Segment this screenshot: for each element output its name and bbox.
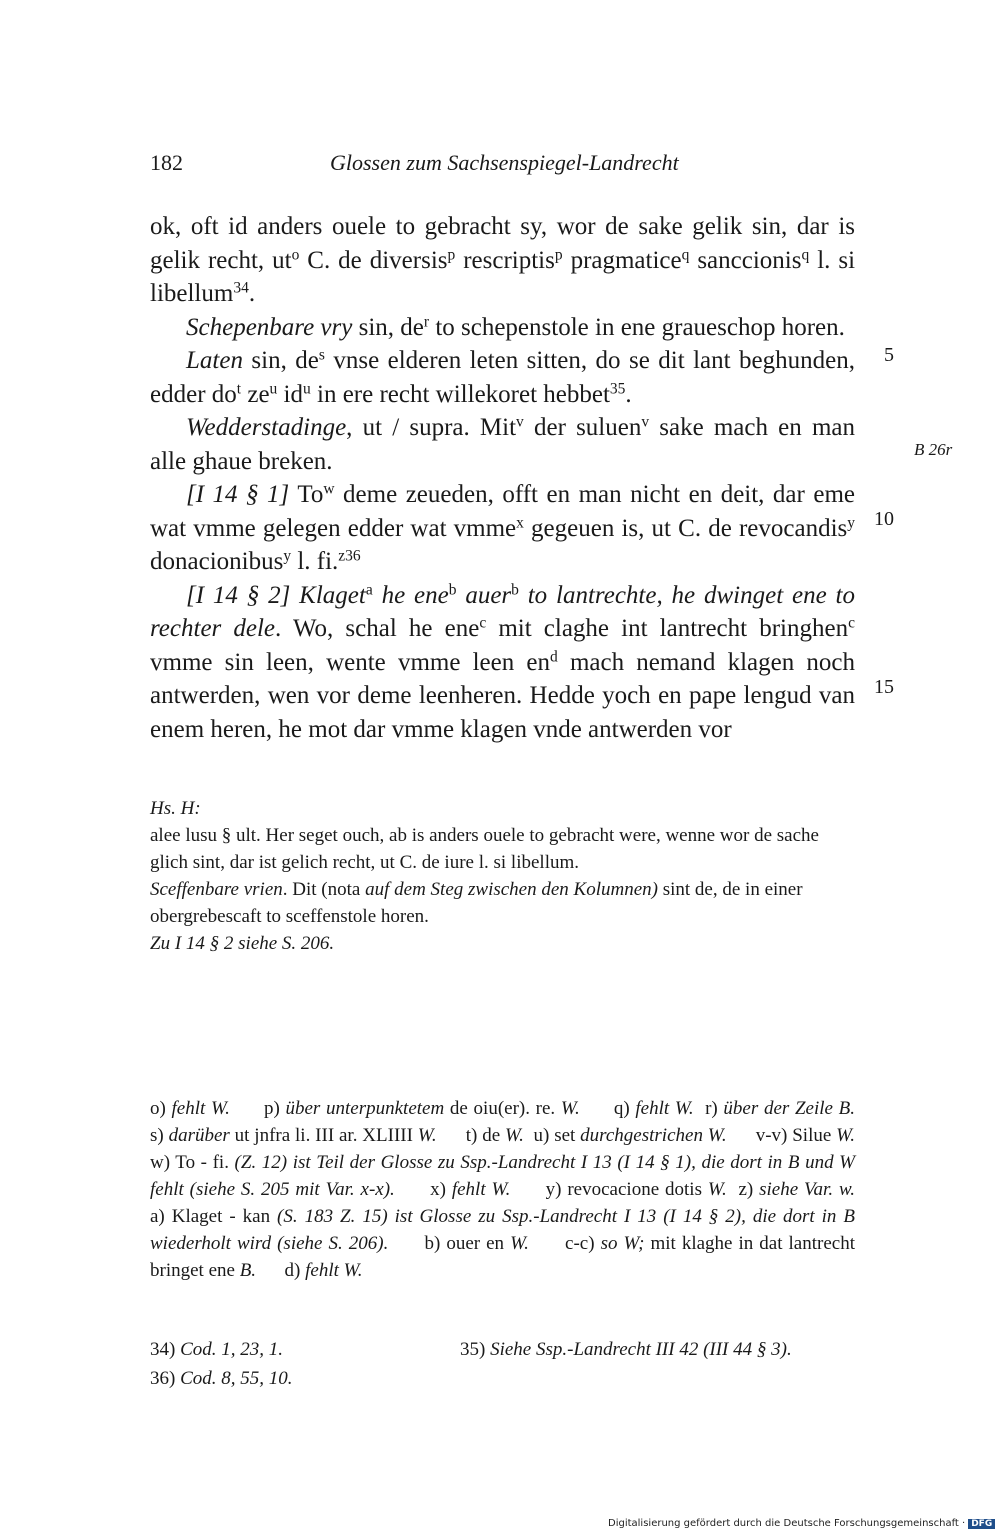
main-text: [150, 210, 855, 746]
line-number-15: 15: [874, 676, 894, 698]
footnotes: [150, 1335, 855, 1393]
folio-marker: B 26r: [914, 440, 953, 459]
footnote-34: 34) Cod. 1, 23, 1.: [150, 1339, 284, 1360]
paragraph-3: Laten sin, $de^s$ vnse elderen leten sitten, do se dit lant beghunden, edder $do^t$ $ze^u$ $id^u$ in ere recht willekoret hebbet$^{35}$.: [150, 346, 855, 408]
variant-apparatus: [150, 1095, 884, 1284]
line-number-10: 10: [874, 508, 894, 530]
funding-text: Digitalisierung gefördert durch die Deutsche Forschungsgemeinschaft ·: [608, 1518, 966, 1529]
paragraph-6: [I 14 § 2] Klaget$^a$ he ene$^b$ auer$^b$ to lantrechte, he dwinget ene to rechter dele. Wo, schal he ene$^c$ mit claghe int lantrecht bringhen$^c$ vmme sin leen, wente vmme leen $en^d$ mach nemand klagen noch antwerden, wen vor deme leenheren. Hedde yoch en pape lengud van enem heren, he mot dar vmme klagen vnde antwerden vor: [150, 580, 855, 743]
hs-h-line-2: Sceffenbare vrien. Dit (nota auf dem Steg zwischen den Kolumnen) sint de, de in einer obergrebescaft to sceffenstole horen.: [150, 879, 803, 927]
hs-h-apparatus: [150, 795, 855, 957]
footnote-36: 36) Cod. 8, 55, 10.: [150, 1368, 293, 1389]
paragraph-2: Schepenbare vry sin, $de^r$ to schepenstole in ene graueschop horen.: [186, 312, 845, 341]
hs-h-line-1: alee lusu § ult. Her seget ouch, ab is anders ouele to gebracht were, wenne wor de sache glich sint, dar ist gelich recht, ut C. de iure l. si libellum.: [150, 825, 819, 873]
paragraph-1: ok, oft id anders ouele to gebracht sy, wor de sake gelik sin, dar is gelik recht, $ut^o$ C. de diversis$^p$ rescriptis$^p$ pragmatice$^q$ sanccionis$^q$ l. si libellum$^{34}$.: [150, 213, 856, 307]
hs-h-label: Hs. H:: [150, 798, 201, 819]
paragraph-4: Wedderstadinge, ut / supra. Mit$^v$ der suluen$^v$ sake mach en man alle ghaue breken.: [150, 413, 855, 475]
paragraph-5: [I 14 § 1] To$^w$ deme zeueden, offt en man nicht en deit, dar eme wat vmme gelegen edder wat vmme$^x$ gegeuen is, ut C. de revocandis$^y$ donacionibus$^y$ l. fi.$^{z36}$: [150, 480, 856, 575]
line-number-5: 5: [884, 344, 894, 366]
footnote-row: [150, 1335, 855, 1364]
dfg-logo: DFG: [968, 1519, 995, 1529]
hs-h-line-3: Zu I 14 § 2 siehe S. 206.: [150, 933, 335, 954]
funding-footer: [608, 1518, 995, 1529]
running-title: Glossen zum Sachsenspiegel-Landrecht: [330, 150, 679, 175]
variant-notes-text: o) fehlt W. p) über unterpunktetem de oiu(er). re. W. q) fehlt W. r) über der Zeile B. s) darüber ut jnfra li. III ar. XLIIII W. t) de W. u) set durchgestrichen W. v-v) Silue W. w) To - fi. (Z. 12) ist Teil der Glosse zu Ssp.-Landrecht I 13 (I 14 § 1), die dort in B und W fehlt (siehe S. 205 mit Var. x-x). x) fehlt W. y) revocacione dotis W. z) siehe Var. w. a) Klaget - kan (S. 183 Z. 15) ist Glosse zu Ssp.-Landrecht I 13 (I 14 § 2), die dort in B wiederholt wird (siehe S. 206). b) ouer en W. c-c) so W; mit klaghe in dat lantrecht bringet ene B. d) fehlt W.: [150, 1098, 884, 1281]
footnote-35: 35) Siehe Ssp.-Landrecht III 42 (III 44 § 3).: [460, 1339, 792, 1360]
footnote-row: [150, 1364, 855, 1393]
page-number: 182: [150, 150, 183, 175]
